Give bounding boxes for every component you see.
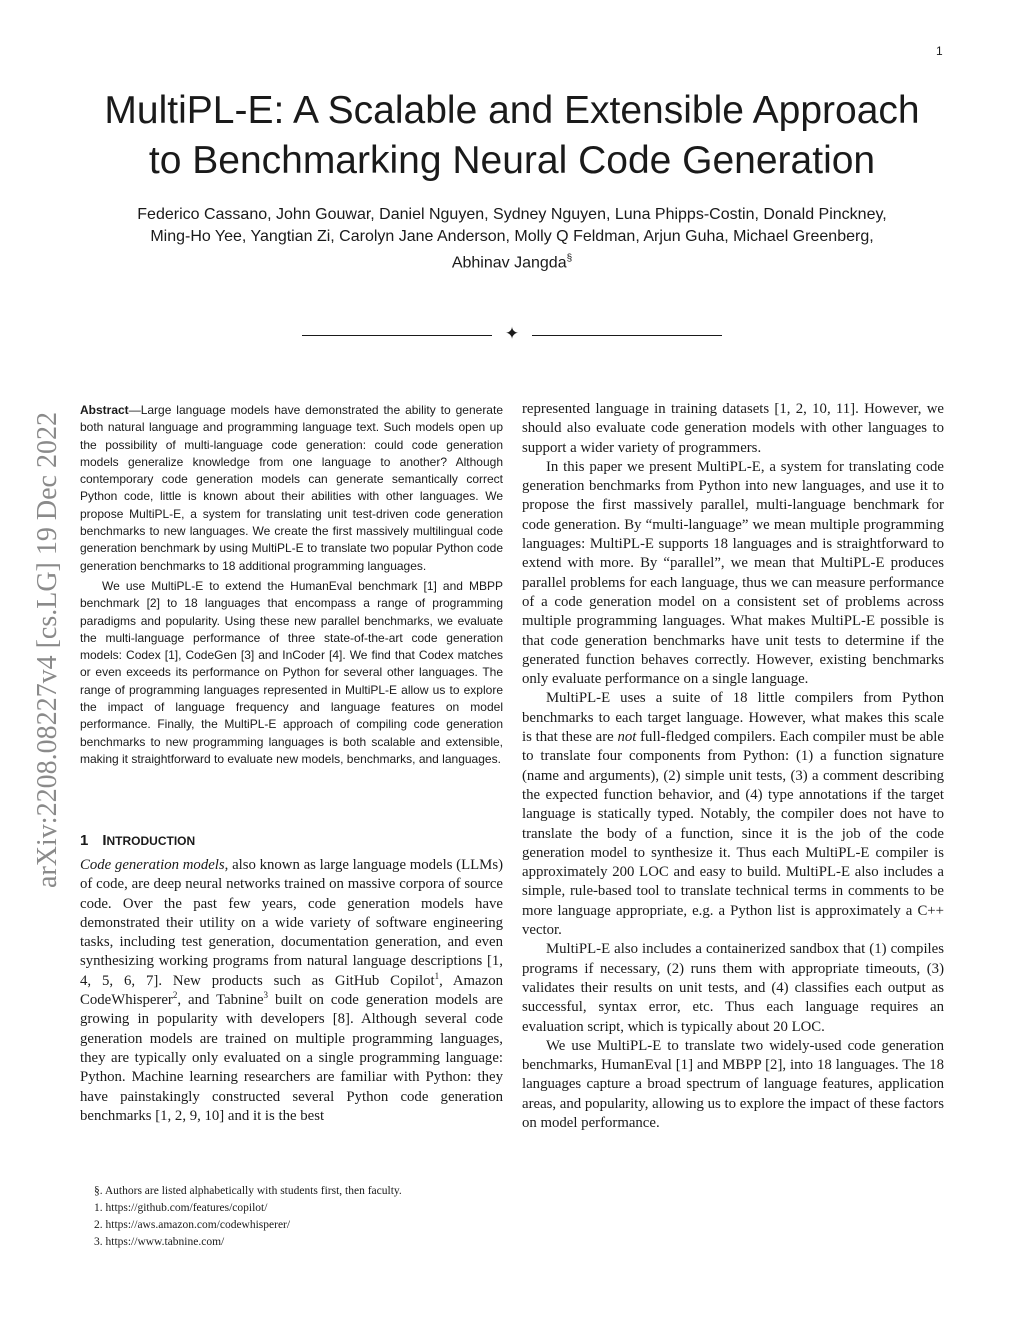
right-p3-emphasis: not bbox=[617, 729, 637, 746]
authors-line-2: Ming-Ho Yee, Yangtian Zi, Carolyn Jane Anderson, Molly Q Feldman, Arjun Guha, Michael Greenberg, bbox=[150, 228, 874, 245]
right-p3-text-a: MultiPL-E uses a suite of 18 little compilers from Python benchmarks to each target language. However, what makes this scale is that these are bbox=[522, 690, 944, 746]
arxiv-identifier: arXiv:2208.08227v4 [cs.LG] 19 Dec 2022 bbox=[32, 412, 63, 888]
section-heading-introduction bbox=[80, 832, 195, 849]
abstract-text-1: —Large language models have demonstrated the ability to generate both natural language and programming language text. Such models open up the possibility of multi-language code generation: could code generation models generalize knowledge from one language to another? Although contemporary code generation models can generate semantically correct Python code, little is known about their abilities with other languages. We propose MultiPL-E, a system for translating unit test-driven code generation benchmarks to new languages. We create the first massively multilingual code generation benchmark by using MultiPL-E to translate two popular Python code generation benchmarks to 18 additional programming languages. bbox=[80, 403, 503, 573]
authors-line-1: Federico Cassano, John Gouwar, Daniel Nguyen, Sydney Nguyen, Luna Phipps-Costin, Donald Pinckney, bbox=[137, 206, 887, 223]
intro-text-1: , also known as large language models (LLMs) of code, are deep neural networks trained on massive corpora of source code. Over the past few years, code generation models have demonstrated their utility on a wide variety of software engineering tasks, including test generation, documentation generation, and even synthesizing working programs from natural language descriptions [1, 4, 5, 6, 7]. New products such as GitHub Copilot bbox=[80, 857, 504, 989]
section-divider bbox=[302, 325, 722, 345]
right-p3-text-b: full-fledged compilers. Each compiler must be able to translate four components from Python: (1) a function signature (name and arguments), (2) simple unit tests, (3) a comment describing the expected function behavior, and (4) type annotations if the target language is statically typed. Notably, the compiler does not have to translate the body of a function, since it is the job of the code generation model to synthesize it. Thus each MultiPL-E compiler is approximately 200 LOC and easy to build. MultiPL-E also includes a simple, rule-based tool to translate technical terms in comments to be more language appropriate, e.g. a Python list is approximately a C++ vector. bbox=[522, 729, 944, 939]
abstract-label: Abstract bbox=[80, 403, 129, 417]
title-line-2: to Benchmarking Neural Code Generation bbox=[148, 139, 876, 182]
footnote-2: 2. https://aws.amazon.com/codewhisperer/ bbox=[94, 1219, 291, 1231]
right-paragraph-3 bbox=[522, 689, 944, 940]
intro-text-3: , and Tabnine bbox=[177, 992, 264, 1009]
abstract bbox=[80, 402, 503, 768]
right-column bbox=[522, 400, 944, 1133]
intro-text-2: , Amazon CodeWhisperer bbox=[80, 972, 503, 1009]
intro-paragraph bbox=[80, 856, 503, 1126]
abstract-paragraph-2: We use MultiPL-E to extend the HumanEval benchmark [1] and MBPP benchmark [2] to 18 languages that encompass a range of programming paradigms and popularity. Using these new parallel benchmarks, we evaluate the multi-language performance of three state-of-the-art code generation models: Codex [1], CodeGen [3] and InCoder [4]. We find that Codex matches or even exceeds its performance on Python for several other languages. The range of programming languages represented in MultiPL-E allow us to explore the impact of language frequency and language features on model performance. Finally, the MultiPL-E approach of compiling code generation benchmarks to new programming languages is both scalable and extensible, making it straightforward to evaluate new models, benchmarks, and languages. bbox=[80, 578, 503, 766]
section-title-rest: NTRODUCTION bbox=[106, 834, 196, 848]
footnote-ref-2: 2 bbox=[172, 990, 178, 1001]
paper-title bbox=[70, 86, 954, 186]
footnote-ref-3: 3 bbox=[263, 990, 269, 1001]
page-number: 1 bbox=[936, 44, 943, 58]
section-number: 1 bbox=[80, 832, 89, 849]
author-list bbox=[70, 204, 954, 274]
divider-line-left bbox=[302, 335, 492, 336]
footnote-3: 3. https://www.tabnine.com/ bbox=[94, 1236, 225, 1248]
right-paragraph-1: represented language in training datasets [1, 2, 10, 11]. However, we should also evaluate code generation models with other languages to support a wider variety of programmers. bbox=[522, 401, 944, 456]
right-paragraph-5: We use MultiPL-E to translate two widely-used code generation benchmarks, HumanEval [1] and MBPP [2], into 18 languages. The 18 languages capture a broad spectrum of language features, application areas, and popularity, allowing us to explore the impact of these factors on model performance. bbox=[522, 1037, 944, 1131]
section-title-initial: I bbox=[102, 832, 107, 849]
intro-term: Code generation models bbox=[80, 857, 225, 873]
right-paragraph-4: MultiPL-E also includes a containerized sandbox that (1) compiles programs if necessary, (2) runs them with appropriate timeouts, (3) validates their results on unit tests, and (4) classifies each output as successful, syntax error, etc. Thus each language requires an evaluation script, which is typically about 20 LOC. bbox=[522, 941, 944, 1035]
divider-star-icon: ✦ bbox=[504, 324, 520, 344]
footnote-1: 1. https://github.com/features/copilot/ bbox=[94, 1202, 268, 1214]
footnotes bbox=[80, 1183, 510, 1251]
right-paragraph-2: In this paper we present MultiPL-E, a system for translating code generation benchmarks from Python into new languages, and use it to propose the first massively parallel, multi-language benchmark for code generation. By “multi-language” we mean multiple programming languages: MultiPL-E supports 18 languages and is straightforward to extend with more. By “parallel”, we mean that MultiPL-E produces parallel problems for each language, thus we can measure performance of a code generation model on a consistent set of problems across multiple programming languages. What makes MultiPL-E possible is that code generation benchmarks have unit tests to determine if the generated function behaves correctly. However, existing benchmarks only evaluate performance on a single language. bbox=[522, 458, 944, 688]
authors-line-3 bbox=[70, 248, 954, 274]
title-line-1: MultiPL-E: A Scalable and Extensible Approach bbox=[104, 89, 920, 132]
author-footnote-mark: § bbox=[566, 253, 573, 264]
divider-line-right bbox=[532, 335, 722, 336]
footnote-ref-1: 1 bbox=[434, 970, 440, 981]
abstract-paragraph-1 bbox=[80, 402, 503, 575]
author-last: Abhinav Jangda bbox=[451, 254, 567, 272]
footnote-authors: §. Authors are listed alphabetically with students first, then faculty. bbox=[94, 1185, 402, 1197]
intro-text-4: built on code generation models are growing in popularity with developers [8]. Although several code generation models are trained on multiple programming languages, they are typically only evaluated on a single programming language: Python. Machine learning researchers are familiar with Python: they have painstakingly constructed several Python code generation benchmarks [1, 2, 9, 10] and it is the best bbox=[80, 992, 503, 1124]
